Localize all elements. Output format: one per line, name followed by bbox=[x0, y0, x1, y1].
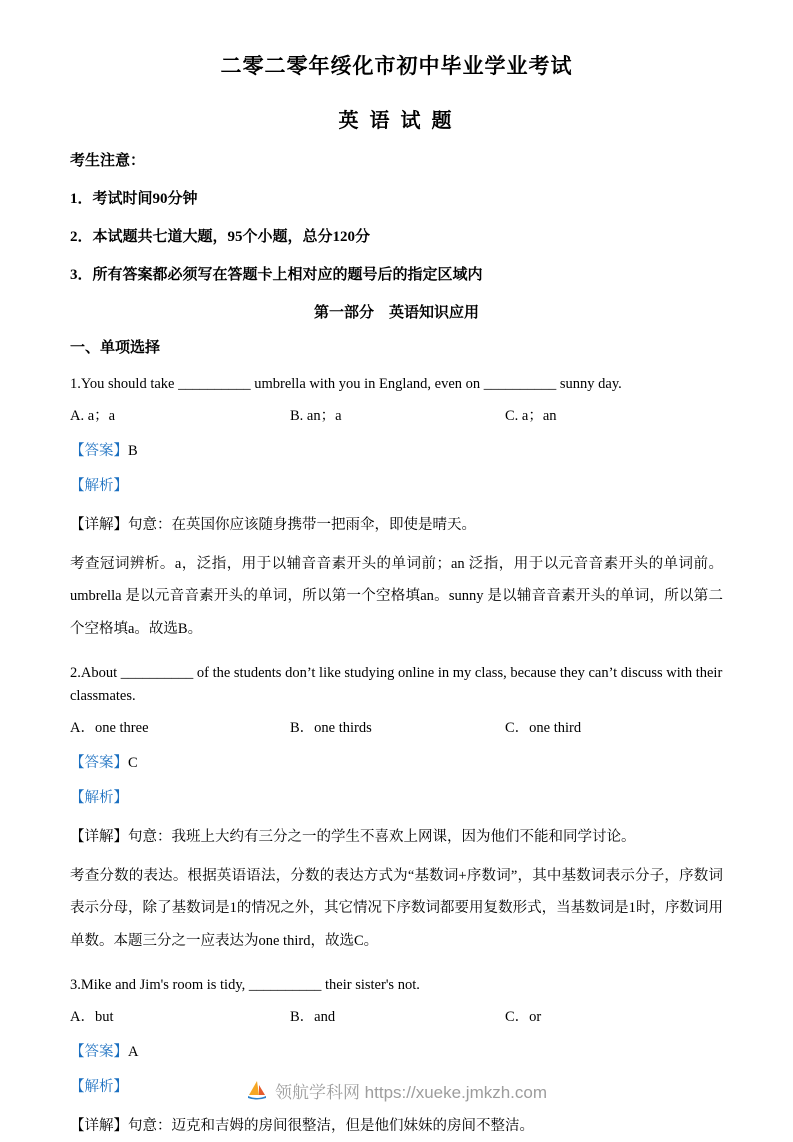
analysis-line bbox=[70, 786, 723, 807]
exam-subtitle: 英 语 试 题 bbox=[338, 110, 455, 132]
answer-value: A bbox=[128, 1043, 139, 1060]
option-b: B．and bbox=[290, 1008, 336, 1025]
answer-line bbox=[70, 751, 723, 772]
subsection-title: 一、单项选择 bbox=[70, 340, 161, 356]
question-block-3 bbox=[70, 974, 723, 1142]
section-title: 第一部分 英语知识应用 bbox=[313, 305, 479, 321]
analysis-label: 【解析】 bbox=[70, 478, 128, 495]
notice-title: 考生注意： bbox=[70, 153, 146, 169]
detail-paragraph: 考查分数的表达。根据英语语法，分数的表达方式为“基数词+序数词”，其中基数词表示分子，序数词表示分母，除了基数词是1的情况之外，其它情况下序数词都要用复数形式，当基数词是1时，序数词用单数。本题三分之一应表达为one third，故选C。 bbox=[70, 867, 723, 949]
question-block-1 bbox=[70, 373, 723, 646]
answer-label: 【答案】 bbox=[70, 1043, 128, 1060]
answer-value: B bbox=[128, 443, 138, 460]
question-stem: 2.About __________ of the students don’t like studying online in my class, because they can’t discuss with their classmates. bbox=[70, 664, 723, 704]
option-b: B．one thirds bbox=[290, 720, 372, 737]
xueke-logo-icon bbox=[246, 1079, 268, 1101]
analysis-line bbox=[70, 474, 723, 495]
watermark-footer bbox=[0, 1078, 793, 1107]
option-a: A．one three bbox=[70, 720, 149, 737]
answer-value: C bbox=[128, 755, 138, 772]
detail-paragraph: 考查冠词辨析。a，泛指，用于以辅音音素开头的单词前；an 泛指，用于以元音音素开头的单词前。umbrella 是以元音音素开头的单词，所以第一个空格填an。sunny 是以辅音音素开头的单词，所以第二个空格填a。故选B。 bbox=[70, 555, 723, 638]
answer-line bbox=[70, 439, 723, 460]
notice-item-1: 1．考试时间90分钟 bbox=[70, 191, 198, 207]
option-b: B. an；a bbox=[290, 408, 342, 425]
question-stem: 3.Mike and Jim's room is tidy, __________ their sister's not. bbox=[70, 976, 420, 993]
watermark-text: 领航学科网 https://xueke.jmkzh.com bbox=[274, 1082, 548, 1102]
answer-line bbox=[70, 1040, 723, 1061]
analysis-label: 【解析】 bbox=[70, 790, 128, 807]
detail-paragraph: 【详解】句意：在英国你应该随身携带一把雨伞，即使是晴天。 bbox=[70, 517, 476, 534]
options-row bbox=[70, 1005, 723, 1026]
detail-paragraph: 【详解】句意：我班上大约有三分之一的学生不喜欢上网课，因为他们不能和同学讨论。 bbox=[70, 829, 636, 846]
answer-label: 【答案】 bbox=[70, 755, 128, 772]
option-c: C．or bbox=[505, 1008, 542, 1025]
option-a: A. a；a bbox=[70, 408, 116, 425]
answer-label: 【答案】 bbox=[70, 443, 128, 460]
question-block-2 bbox=[70, 662, 723, 958]
notice-item-2: 2．本试题共七道大题，95个小题，总分120分 bbox=[70, 229, 371, 245]
analysis-label: 【解析】 bbox=[70, 1078, 128, 1095]
notice-item-3: 3．所有答案都必须写在答题卡上相对应的题号后的指定区域内 bbox=[70, 267, 483, 283]
options-row bbox=[70, 404, 723, 425]
option-a: A．but bbox=[70, 1008, 114, 1025]
detail-paragraph: 【详解】句意：迈克和吉姆的房间很整洁，但是他们妹妹的房间不整洁。 bbox=[70, 1117, 534, 1134]
exam-title: 二零二零年绥化市初中毕业学业考试 bbox=[220, 54, 573, 78]
option-c: C．one third bbox=[505, 720, 582, 737]
question-stem: 1.You should take __________ umbrella with you in England, even on __________ sunny day. bbox=[70, 376, 622, 392]
option-c: C. a；an bbox=[505, 408, 557, 425]
options-row bbox=[70, 716, 723, 737]
